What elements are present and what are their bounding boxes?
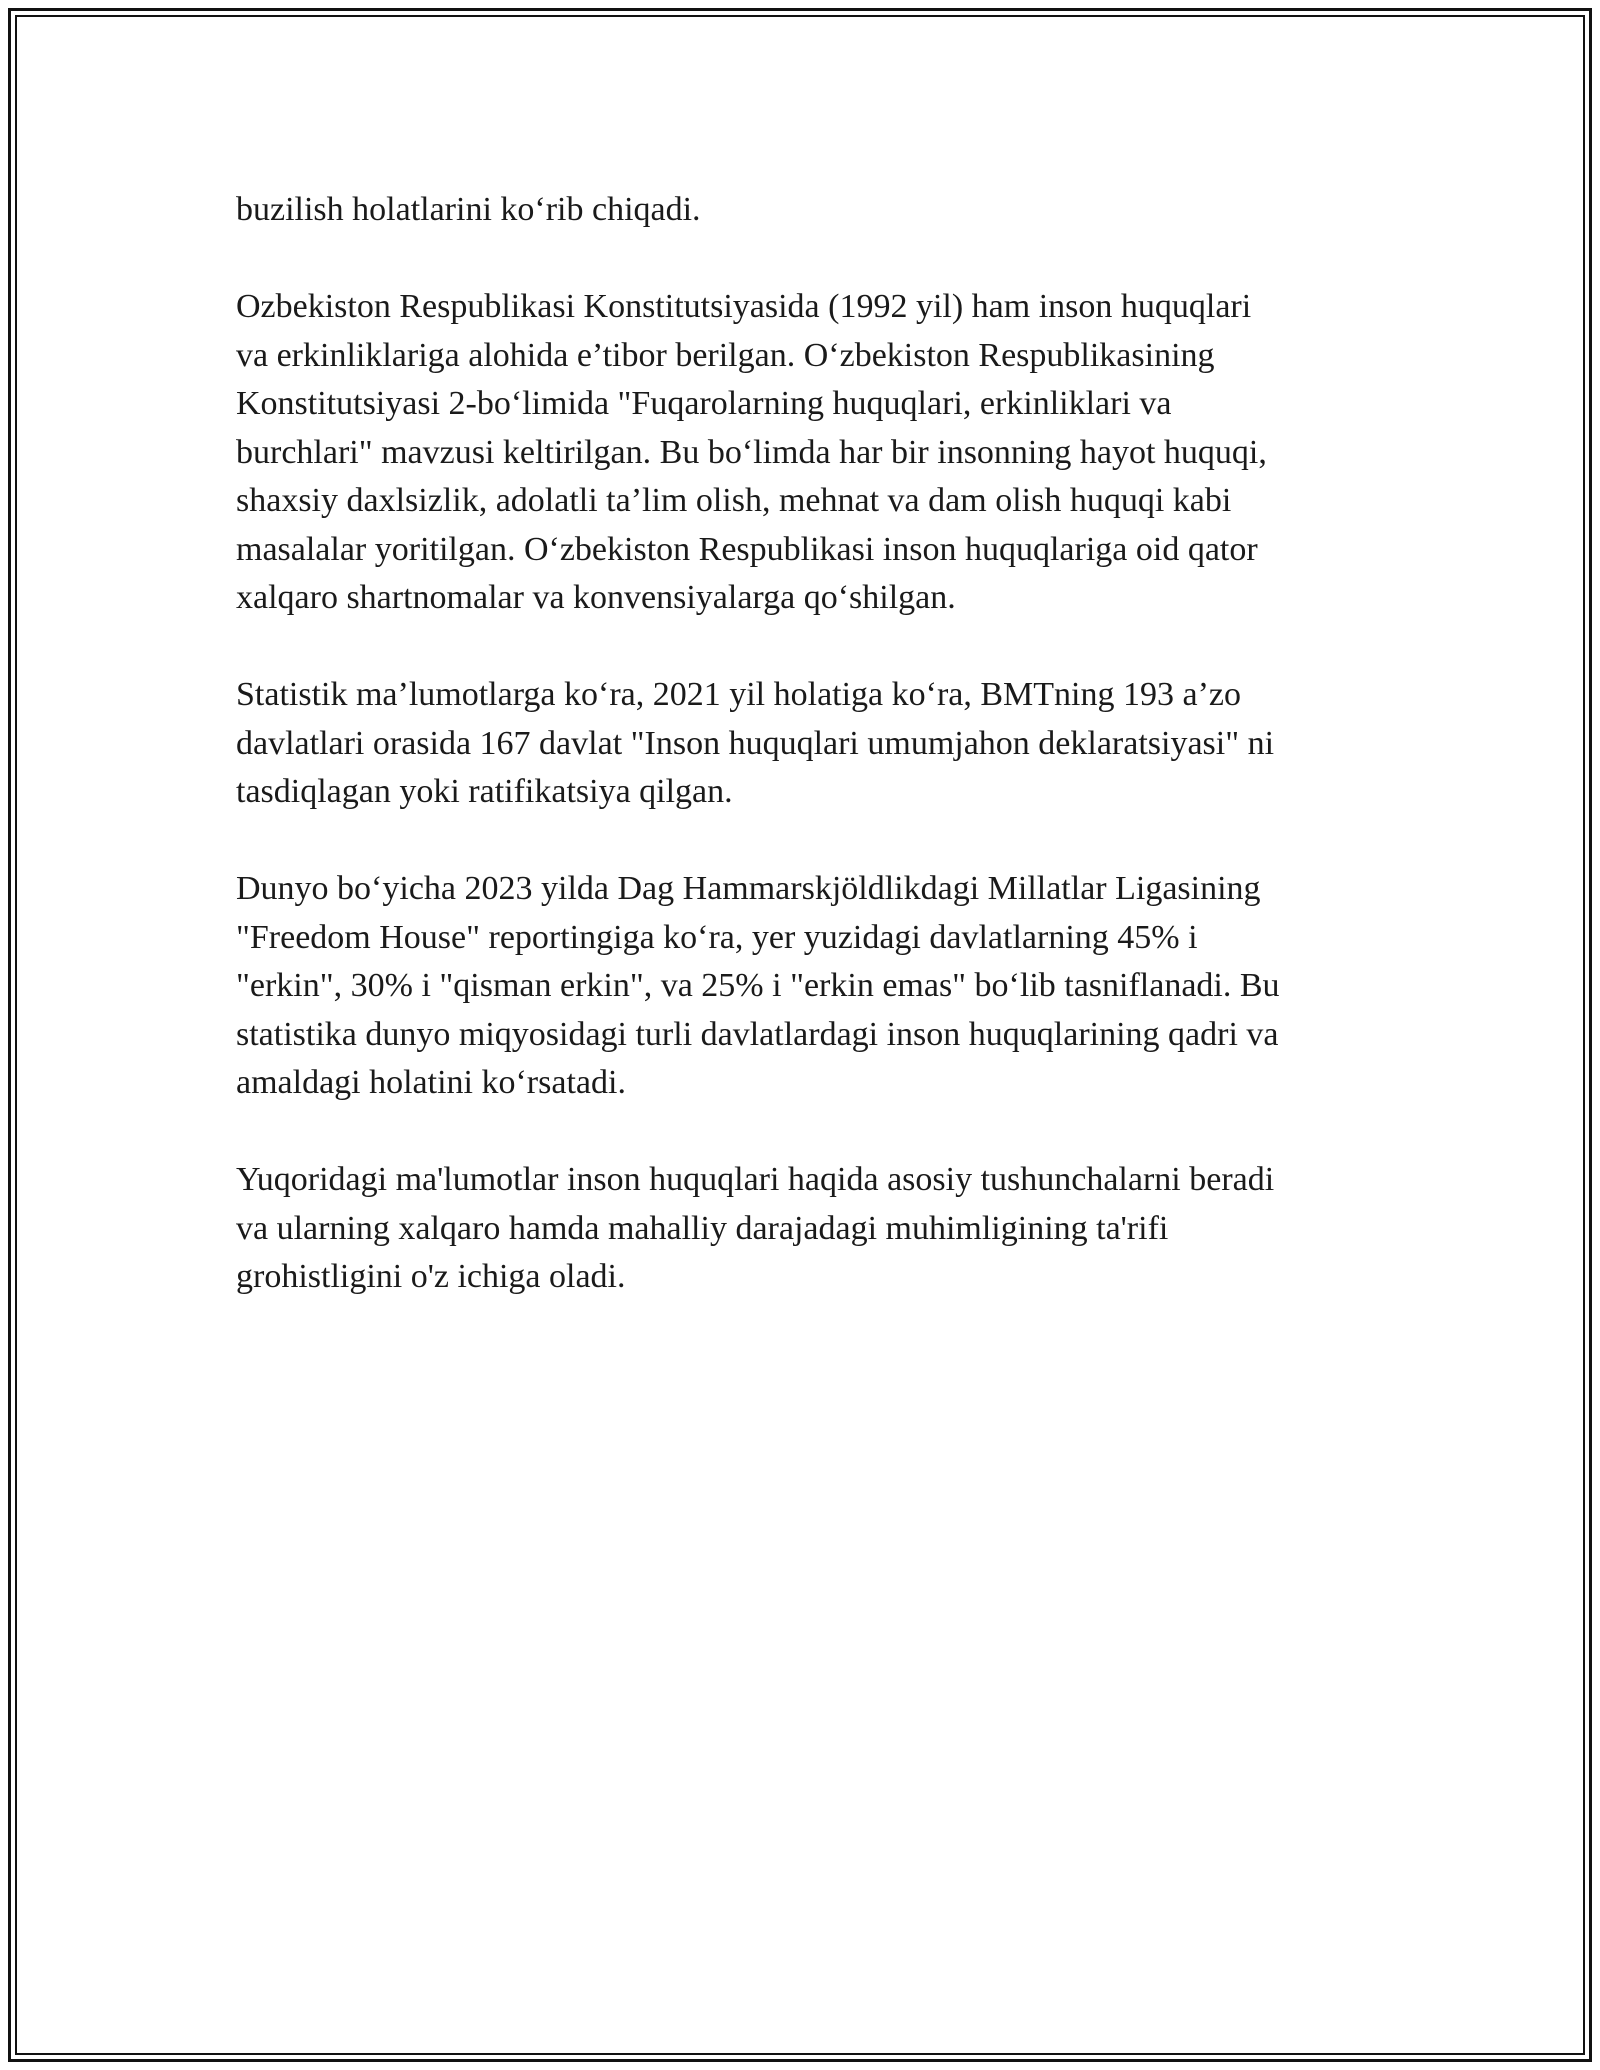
document-body (236, 186, 1386, 1350)
paragraph-un-statistics: Statistik ma’lumotlarga ko‘ra, 2021 yil holatiga ko‘ra, BMTning 193 a’zo davlatlari orasida 167 davlat "Inson huquqlari umumjahon deklaratsiyasi" ni tasdiqlagan yoki ratifikatsiya qilgan. (236, 676, 1275, 810)
paragraph-constitution: Ozbekiston Respublikasi Konstitutsiyasida (1992 yil) ham inson huquqlari va erkinliklariga alohida e’tibor berilgan. O‘zbekiston Respublikasining Konstitutsiyasi 2-bo‘limida "Fuqarolarning huquqlari, erkinliklari va burchlari" mavzusi keltirilgan. Bu bo‘limda har bir insonning hayot huquqi, shaxsiy daxlsizlik, adolatli ta’lim olish, mehnat va dam olish huquqi kabi masalalar yoritilgan. O‘zbekiston Respublikasi inson huquqlariga oid qator xalqaro shartnomalar va konvensiyalarga qo‘shilgan. (236, 288, 1267, 616)
paragraph-freedom-house: Dunyo bo‘yicha 2023 yilda Dag Hammarskjöldlikdagi Millatlar Ligasining "Freedom House" reportingiga ko‘ra, yer yuzidagi davlatlarning 45% i "erkin", 30% i "qisman erkin", va 25% i "erkin emas" bo‘lib tasniflanadi. Bu statistika dunyo miqyosidagi turli davlatlardagi inson huquqlarining qadri va amaldagi holatini ko‘rsatadi. (236, 870, 1280, 1101)
paragraph-conclusion: Yuqoridagi ma'lumotlar inson huquqlari haqida asosiy tushunchalarni beradi va ularning xalqaro hamda mahalliy darajadagi muhimligining ta'rifi grohistligini o'z ichiga oladi. (236, 1161, 1275, 1295)
paragraph-continuation: buzilish holatlarini ko‘rib chiqadi. (236, 191, 701, 228)
